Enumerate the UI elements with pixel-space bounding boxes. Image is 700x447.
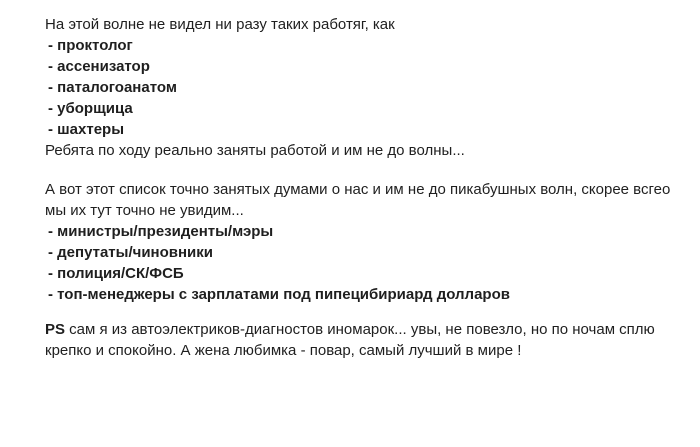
list-item: - министры/президенты/мэры xyxy=(48,223,274,240)
postscript-text-line-2: крепко и спокойно. А жена любимка - повар, самый лучший в мире ! xyxy=(45,342,522,359)
list-item: - паталогоанатом xyxy=(48,79,177,96)
postscript-line-1 xyxy=(45,319,670,340)
workers-list xyxy=(45,35,670,140)
postscript xyxy=(45,319,670,361)
paragraph-officials xyxy=(45,179,670,305)
list-item: - топ-менеджеры с зарплатами под пипецибириард долларов xyxy=(48,286,510,303)
list-item: - шахтеры xyxy=(48,121,125,138)
list-item: - уборщица xyxy=(48,100,133,117)
officials-intro-line-2: мы их тут точно не увидим... xyxy=(45,202,244,219)
list-item: - ассенизатор xyxy=(48,58,150,75)
officials-intro-line-1: А вот этот список точно занятых думами о нас и им не до пикабушных волн, скорее всгео xyxy=(45,181,671,198)
officials-list xyxy=(45,221,670,305)
paragraph-workers xyxy=(45,14,670,161)
postscript-label: PS xyxy=(45,321,66,338)
postscript-text-line-1: сам я из автоэлектриков-диагностов иномарок... увы, не повезло, но по ночам сплю xyxy=(65,321,655,338)
list-item: - полиция/СК/ФСБ xyxy=(48,265,184,282)
list-item: - проктолог xyxy=(48,37,133,54)
list-item: - депутаты/чиновники xyxy=(48,244,214,261)
workers-outro-line: Ребята по ходу реально заняты работой и им не до волны... xyxy=(45,142,465,159)
workers-intro-line: На этой волне не видел ни разу таких работяг, как xyxy=(45,16,395,33)
